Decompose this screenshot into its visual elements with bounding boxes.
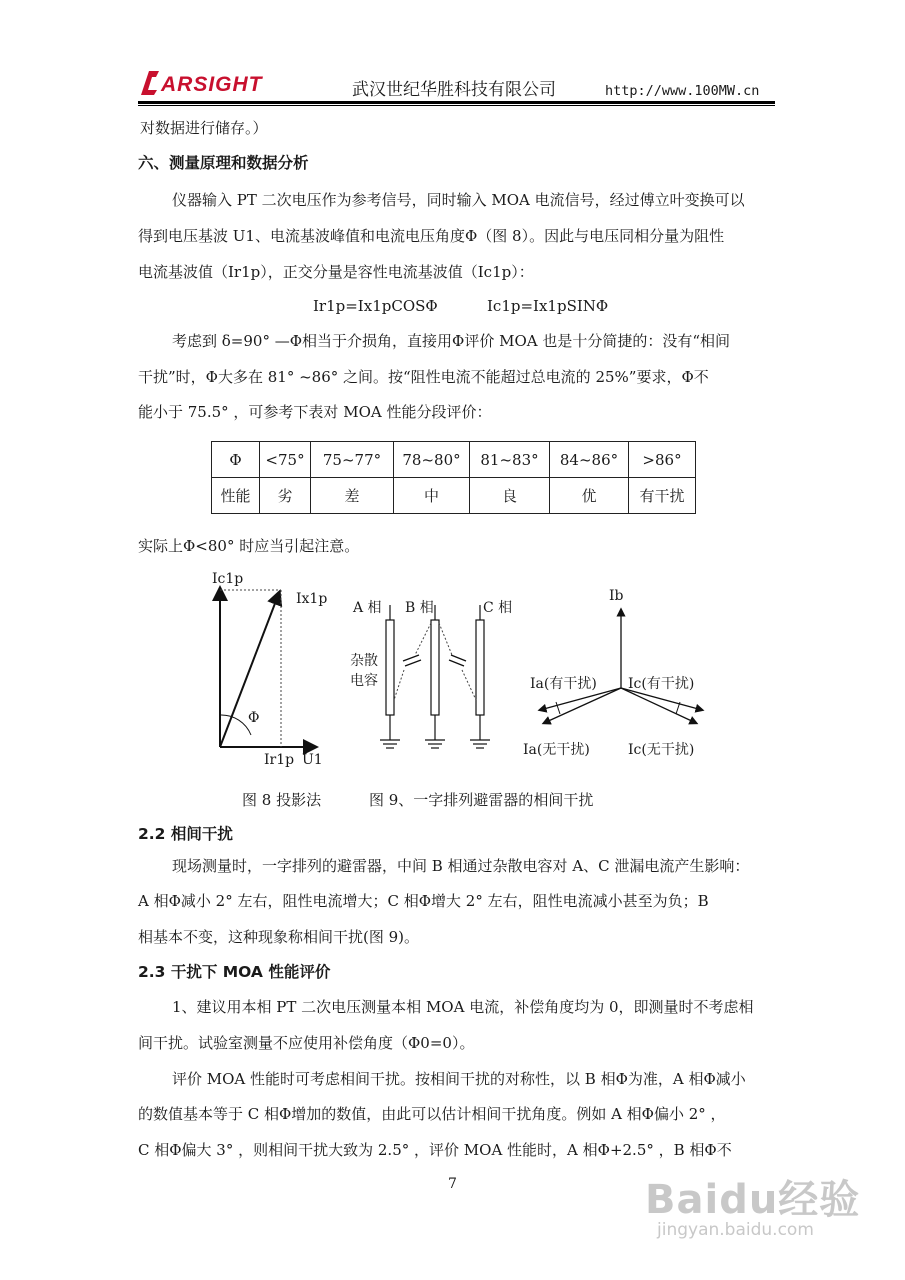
paragraph-line: 现场测量时，一字排列的避雷器，中间 B 相通过杂散电容对 A、C 泄漏电流产生影响： <box>172 857 750 875</box>
header-rule-thin <box>138 105 775 106</box>
logo-text: ARSIGHT <box>161 73 263 96</box>
table-cell: 中 <box>394 478 470 514</box>
table-cell: >86° <box>629 442 696 478</box>
table-cell: Φ <box>212 442 260 478</box>
fig9-label-ic-interference: Ic(有干扰) <box>628 676 695 692</box>
formula-capacitive: Ic1p=Ix1pSINΦ <box>487 297 609 315</box>
watermark-main: Baidu经验 <box>645 1177 861 1223</box>
fig9-label-b-phase: B 相 <box>405 600 434 616</box>
paragraph-line: 对数据进行储存。） <box>140 119 268 137</box>
header-rule <box>138 101 775 104</box>
baidu-watermark <box>645 1168 861 1240</box>
table-cell: 78~80° <box>394 442 470 478</box>
table-cell: 良 <box>470 478 550 514</box>
fig8-label-phi: Φ <box>248 710 260 726</box>
fig9-label-ia-interference: Ia(有干扰) <box>530 676 597 692</box>
section-heading: 六、测量原理和数据分析 <box>138 154 309 172</box>
paragraph-line: 的数值基本等于 C 相Φ增加的数值，由此可以估计相间干扰角度。例如 A 相Φ偏小 2° ， <box>138 1105 726 1123</box>
paragraph-line: 考虑到 δ=90° —Φ相当于介损角，直接用Φ评价 MOA 也是十分简捷的：没有“相间 <box>172 332 731 350</box>
fig9-label-capacitance: 电容 <box>350 673 378 689</box>
fig9-label-c-phase: C 相 <box>483 600 513 616</box>
paragraph-line: 能小于 75.5° ，可参考下表对 MOA 性能分段评价： <box>138 403 492 421</box>
table-row <box>212 442 696 478</box>
table-cell: 劣 <box>260 478 311 514</box>
section-heading: 2.2 相间干扰 <box>138 825 233 843</box>
table-row <box>212 478 696 514</box>
table-cell: <75° <box>260 442 311 478</box>
paragraph-line: 电流基波值（Ir1p），正交分量是容性电流基波值（Ic1p）： <box>138 263 534 281</box>
page-number: 7 <box>448 1176 457 1192</box>
fig9-label-a-phase: A 相 <box>353 600 382 616</box>
paragraph-line: 干扰”时，Φ大多在 81° ~86° 之间。按“阻性电流不能超过总电流的 25%”要求，Φ不 <box>138 368 709 386</box>
paragraph-line: 得到电压基波 U1、电流基波峰值和电流电压角度Φ（图 8）。因此与电压同相分量为阻性 <box>138 227 725 245</box>
performance-table <box>211 441 696 514</box>
header-url[interactable]: http://www.100MW.cn <box>605 83 760 99</box>
paragraph-line: 1、建议用本相 PT 二次电压测量本相 MOA 电流，补偿角度均为 0，即测量时不考虑相 <box>172 998 754 1016</box>
paragraph-line: C 相Φ偏大 3° ，则相间干扰大致为 2.5° ，评价 MOA 性能时，A 相Φ+2.5° ，B 相Φ不 <box>138 1141 732 1159</box>
fig9-label-ia-clean: Ia(无干扰) <box>523 742 590 758</box>
figure-9-phasor <box>530 590 710 740</box>
table-cell: 75~77° <box>311 442 394 478</box>
paragraph-line: 仪器输入 PT 二次电压作为参考信号，同时输入 MOA 电流信号，经过傅立叶变换可以 <box>172 191 745 209</box>
fig8-label-u1: U1 <box>302 752 323 768</box>
fig8-label-ix1p: Ix1p <box>296 591 328 607</box>
table-cell: 差 <box>311 478 394 514</box>
fig8-label-ic1p: Ic1p <box>212 571 244 587</box>
fig9-label-ic-clean: Ic(无干扰) <box>628 742 695 758</box>
fig9-label-ib: Ib <box>609 588 624 604</box>
formula-resistive: Ir1p=Ix1pCOSΦ <box>313 297 438 315</box>
fig9-label-stray: 杂散 <box>350 653 378 669</box>
paragraph-line: 实际上Φ<80° 时应当引起注意。 <box>138 537 360 555</box>
company-name: 武汉世纪华胜科技有限公司 <box>352 80 556 100</box>
table-cell: 优 <box>550 478 629 514</box>
paragraph-line: 相基本不变，这种现象称相间干扰(图 9)。 <box>138 928 420 946</box>
fig9-caption: 图 9、一字排列避雷器的相间干扰 <box>369 791 594 809</box>
sarsight-logo-icon <box>138 68 160 98</box>
paragraph-line: A 相Φ减小 2° 左右，阻性电流增大；C 相Φ增大 2° 左右，阻性电流减小甚至为负；B <box>138 892 709 910</box>
section-heading: 2.3 干扰下 MOA 性能评价 <box>138 963 331 981</box>
table-cell: 性能 <box>212 478 260 514</box>
paragraph-line: 评价 MOA 性能时可考虑相间干扰。按相间干扰的对称性，以 B 相Φ为准，A 相Φ减小 <box>172 1070 746 1088</box>
watermark-sub: jingyan.baidu.com <box>657 1220 814 1240</box>
table-cell: 81~83° <box>470 442 550 478</box>
fig8-label-ir1p: Ir1p <box>264 752 295 768</box>
table-cell: 有干扰 <box>629 478 696 514</box>
table-cell: 84~86° <box>550 442 629 478</box>
paragraph-line: 间干扰。试验室测量不应使用补偿角度（Φ0=0）。 <box>138 1034 475 1052</box>
fig8-caption: 图 8 投影法 <box>242 791 322 809</box>
